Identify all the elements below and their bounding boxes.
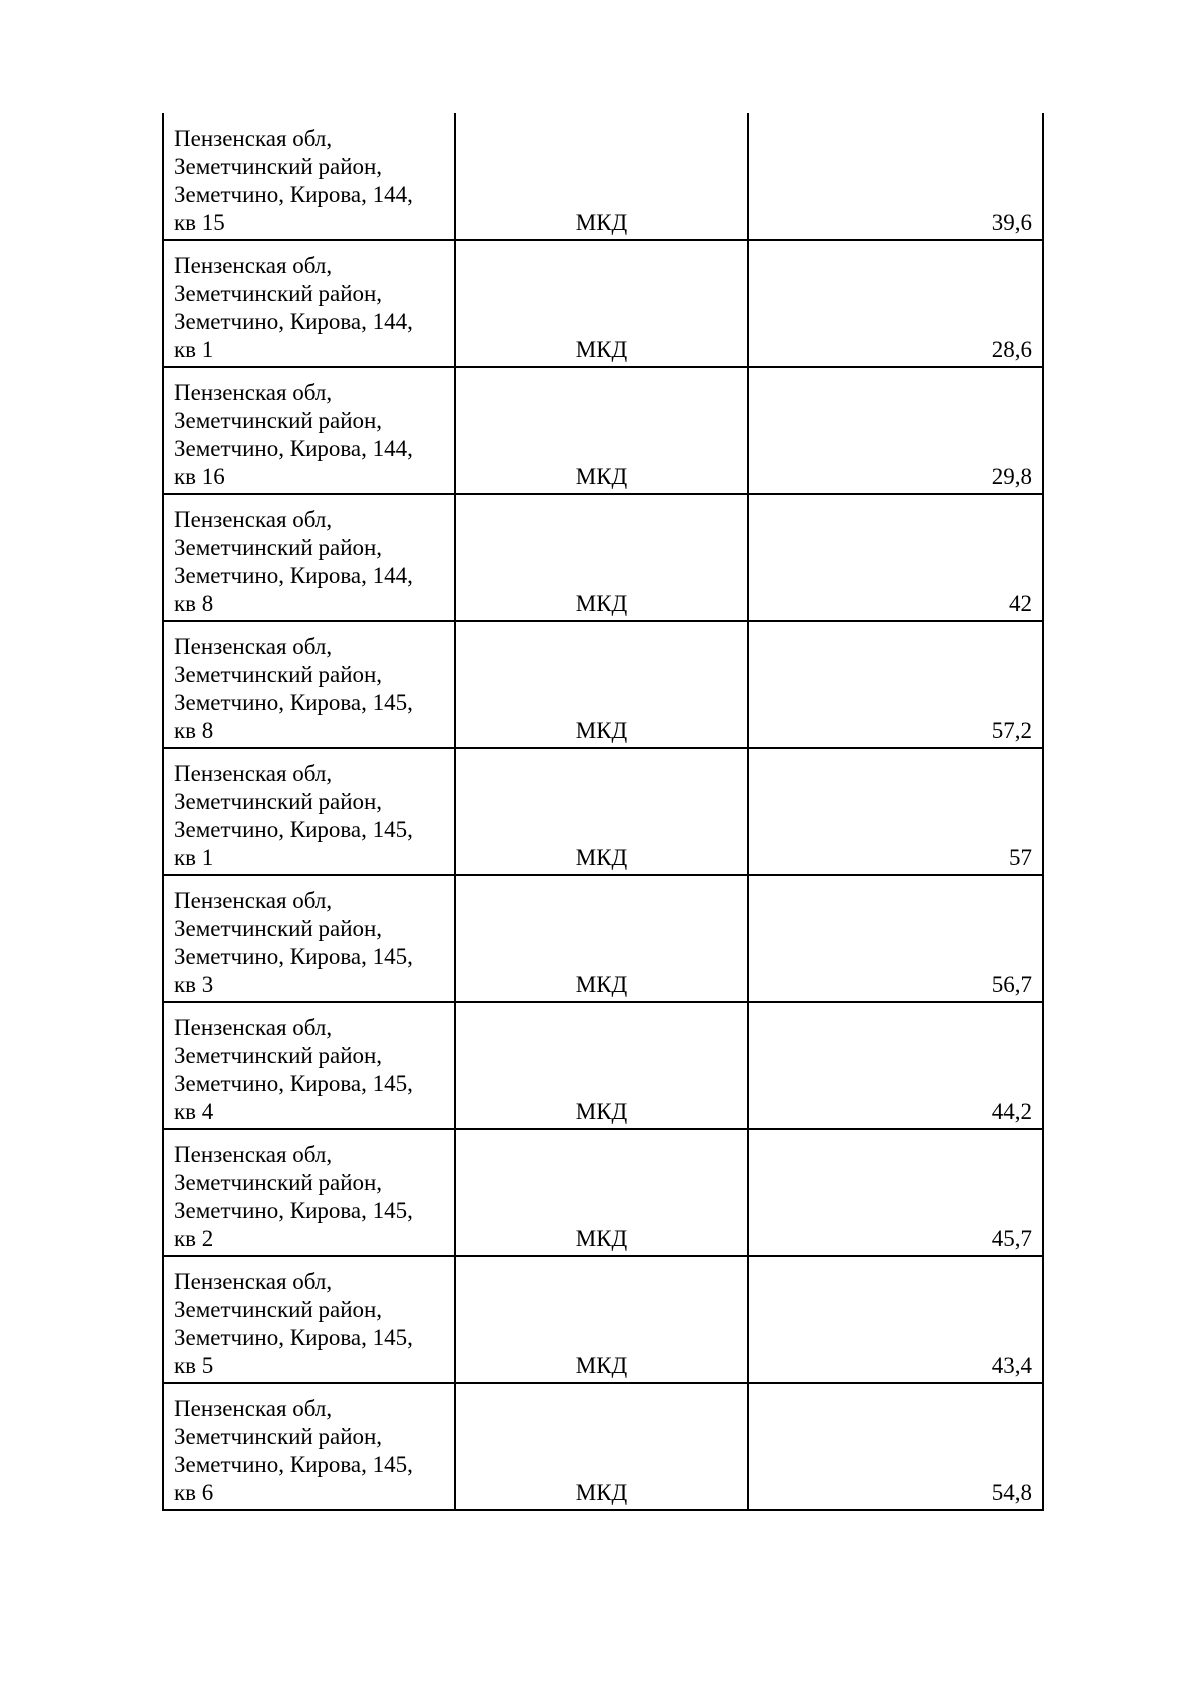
address-cell [163,113,455,240]
type-cell: МКД [455,1256,748,1383]
area-cell: 42 [748,494,1043,621]
address-text: Пензенская обл, Земетчинский район, Земетчино, Кирова, 145, кв 2 [174,1142,413,1251]
address-cell [163,1256,455,1383]
type-cell: МКД [455,1383,748,1510]
type-cell: МКД [455,748,748,875]
address-text: Пензенская обл, Земетчинский район, Земетчино, Кирова, 144, кв 1 [174,253,413,362]
address-text: Пензенская обл, Земетчинский район, Земетчино, Кирова, 145, кв 5 [174,1269,413,1378]
type-cell: МКД [455,367,748,494]
table-row [163,1129,1043,1256]
address-cell [163,1129,455,1256]
area-cell: 54,8 [748,1383,1043,1510]
table-row [163,494,1043,621]
table-row [163,1002,1043,1129]
table-row [163,1256,1043,1383]
address-cell [163,748,455,875]
type-cell: МКД [455,1002,748,1129]
type-cell: МКД [455,621,748,748]
table-row [163,367,1043,494]
property-table [162,113,1044,1511]
type-cell: МКД [455,113,748,240]
address-text: Пензенская обл, Земетчинский район, Земетчино, Кирова, 145, кв 8 [174,634,413,743]
table-row [163,113,1043,240]
address-cell [163,621,455,748]
address-cell [163,1383,455,1510]
table-row [163,1383,1043,1510]
type-cell: МКД [455,494,748,621]
type-cell: МКД [455,1129,748,1256]
address-text: Пензенская обл, Земетчинский район, Земетчино, Кирова, 145, кв 3 [174,888,413,997]
table-row [163,748,1043,875]
area-cell: 29,8 [748,367,1043,494]
area-cell: 28,6 [748,240,1043,367]
address-cell [163,494,455,621]
address-text: Пензенская обл, Земетчинский район, Земетчино, Кирова, 145, кв 4 [174,1015,413,1124]
area-cell: 57 [748,748,1043,875]
type-cell: МКД [455,875,748,1002]
address-cell [163,875,455,1002]
area-cell: 56,7 [748,875,1043,1002]
address-cell [163,240,455,367]
type-cell: МКД [455,240,748,367]
address-text: Пензенская обл, Земетчинский район, Земетчино, Кирова, 145, кв 6 [174,1396,413,1505]
table-row [163,875,1043,1002]
address-text: Пензенская обл, Земетчинский район, Земетчино, Кирова, 145, кв 1 [174,761,413,870]
address-text: Пензенская обл, Земетчинский район, Земетчино, Кирова, 144, кв 16 [174,380,413,489]
address-text: Пензенская обл, Земетчинский район, Земетчино, Кирова, 144, кв 15 [174,126,413,235]
area-cell: 57,2 [748,621,1043,748]
area-cell: 45,7 [748,1129,1043,1256]
address-text: Пензенская обл, Земетчинский район, Земетчино, Кирова, 144, кв 8 [174,507,413,616]
address-cell [163,367,455,494]
area-cell: 43,4 [748,1256,1043,1383]
area-cell: 39,6 [748,113,1043,240]
area-cell: 44,2 [748,1002,1043,1129]
table-row [163,621,1043,748]
address-cell [163,1002,455,1129]
table-row [163,240,1043,367]
